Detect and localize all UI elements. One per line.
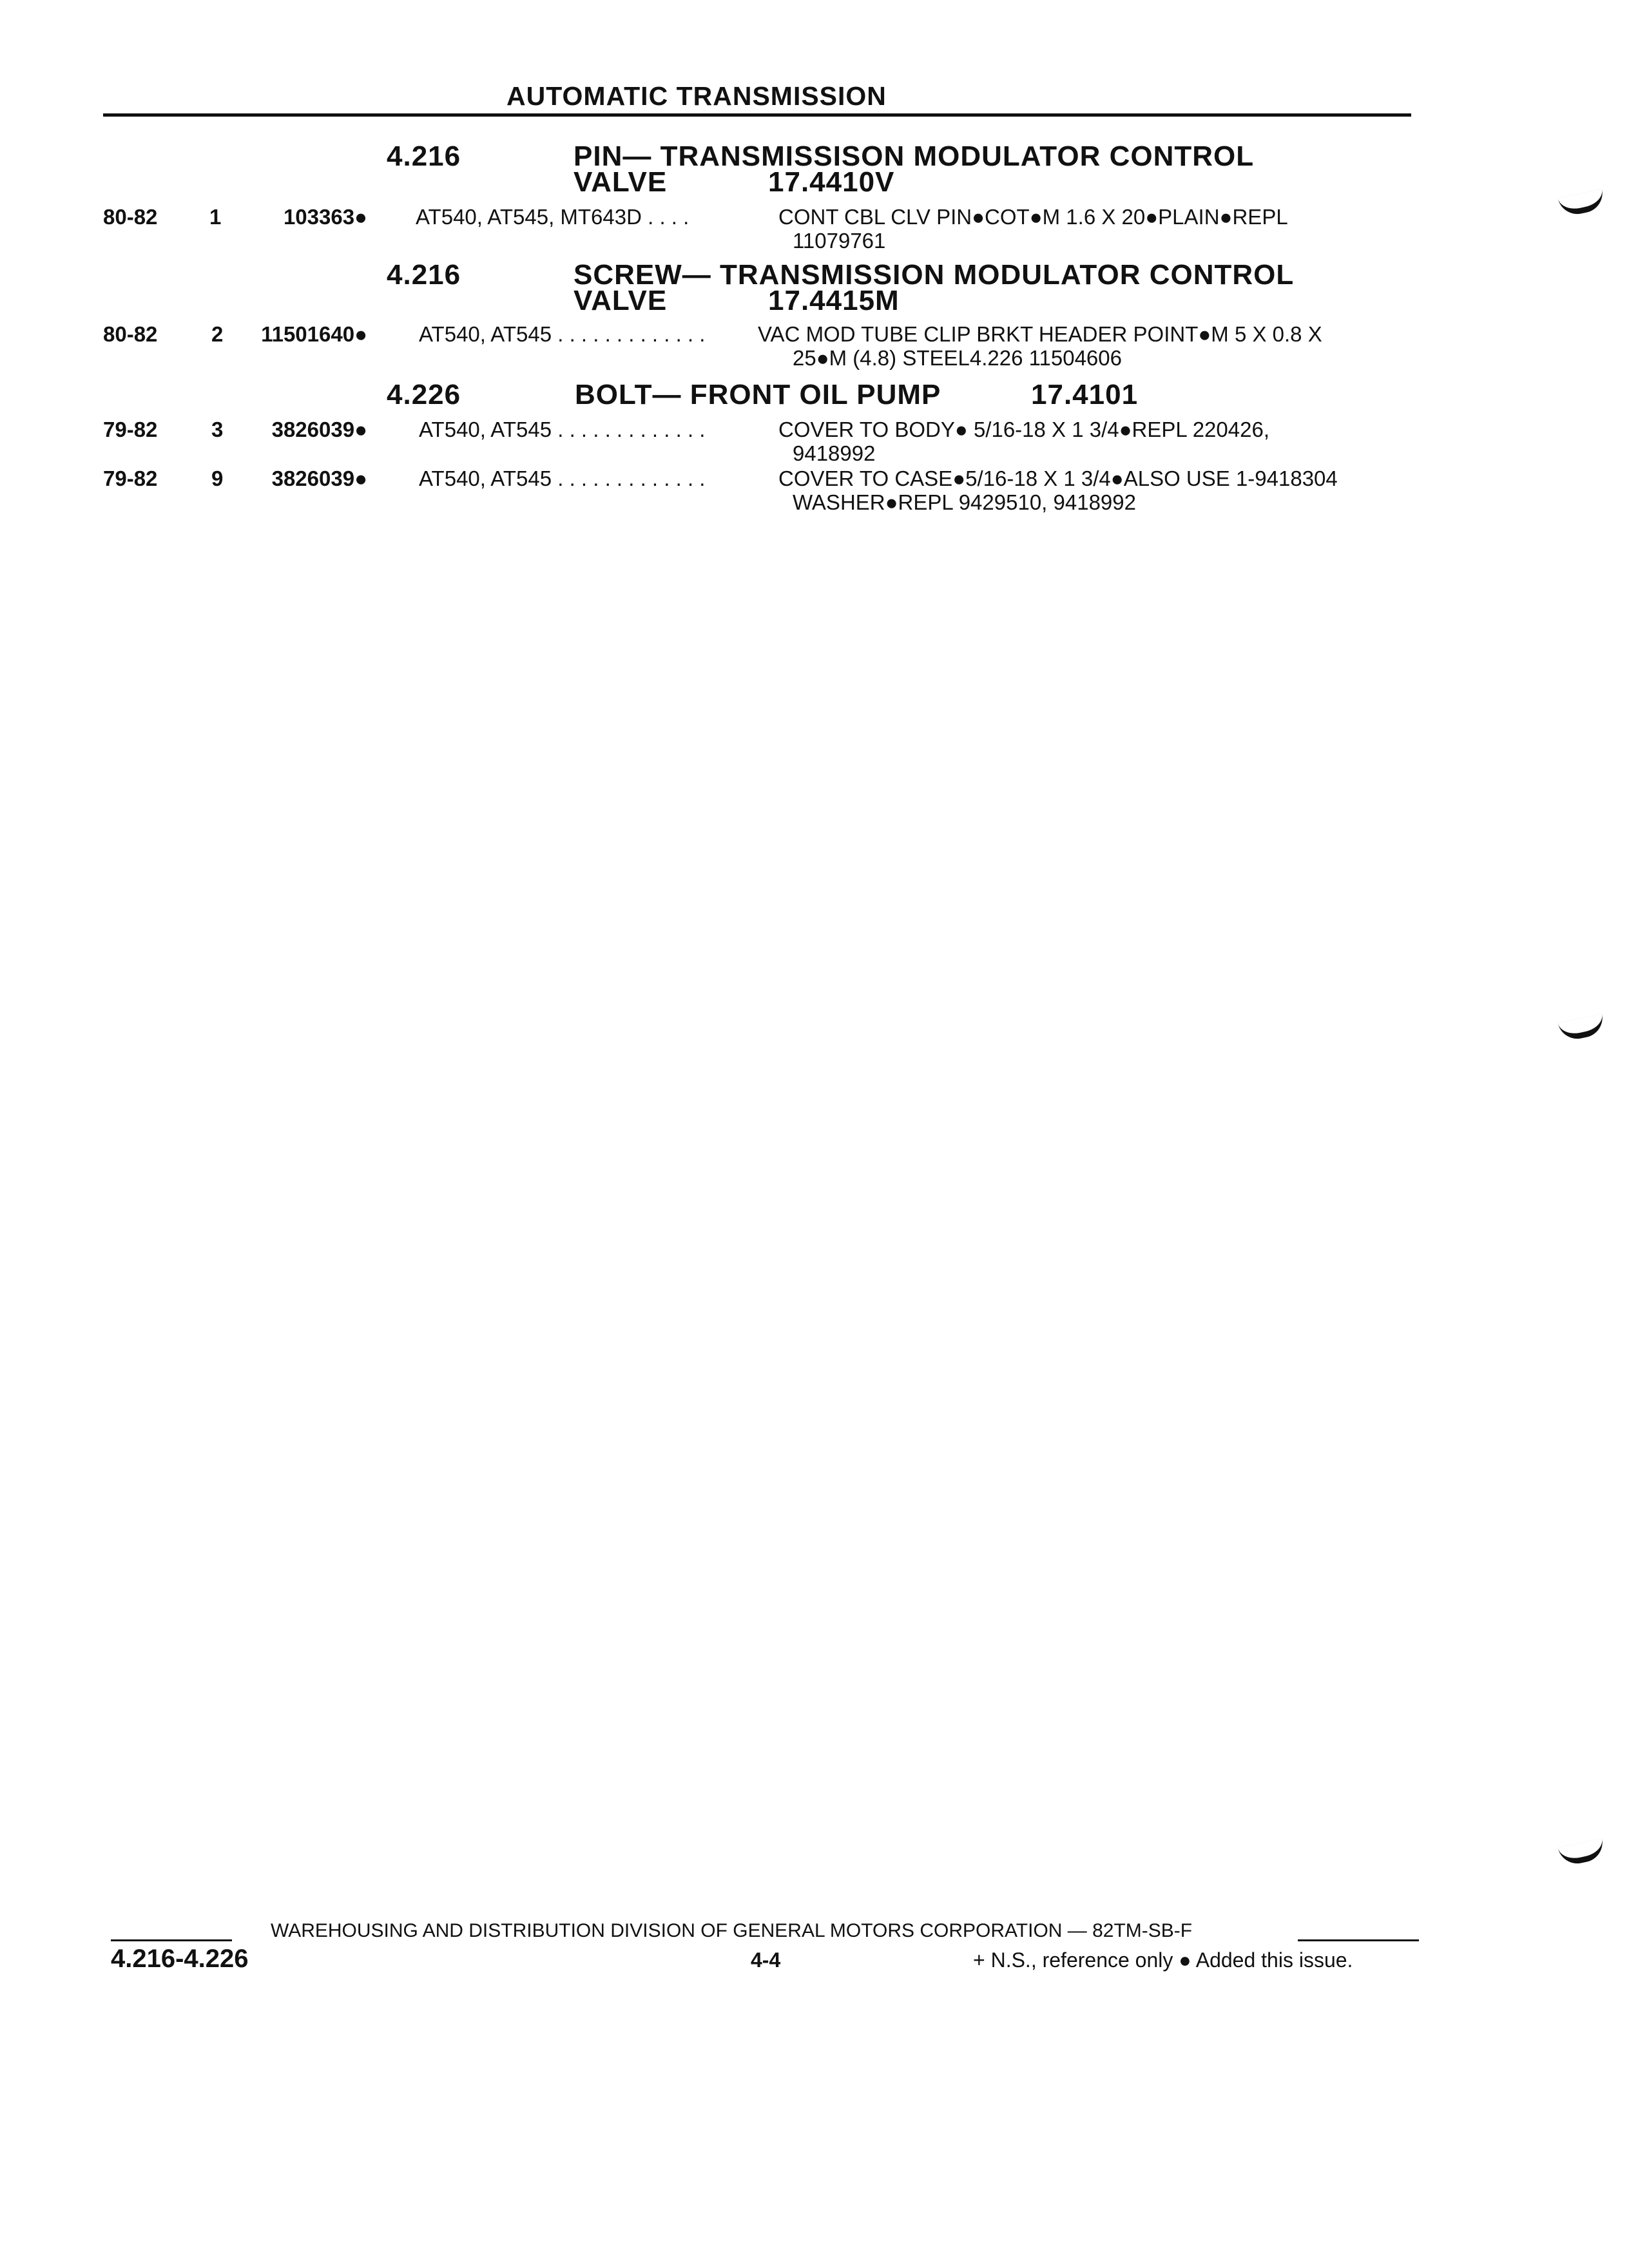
section-bolt-oil-pump [387, 381, 1353, 411]
model-years: 80-82 [103, 322, 158, 346]
part-number: 103363● [283, 205, 367, 229]
footer-page-number: 4-4 [751, 1948, 781, 1972]
description-line: VAC MOD TUBE CLIP BRKT HEADER POINT●M 5 X 0.8 X [758, 322, 1322, 346]
description-line: COVER TO BODY● 5/16-18 X 1 3/4●REPL 220426, [778, 418, 1269, 441]
description-line: CONT CBL CLV PIN●COT●M 1.6 X 20●PLAIN●REPL [778, 205, 1288, 229]
binder-mark [1558, 1014, 1606, 1043]
models: AT540, AT545, MT643D . . . . [416, 205, 689, 229]
parts-row [103, 466, 1411, 515]
description-line-cont: WASHER●REPL 9429510, 9418992 [793, 490, 1136, 514]
models: AT540, AT545 . . . . . . . . . . . . . [419, 466, 706, 490]
description-line-cont: 9418992 [793, 441, 876, 465]
part-description [778, 205, 1288, 253]
item-qty: 2 [211, 322, 224, 346]
item-qty: 1 [209, 205, 222, 229]
footer-rule-right [1298, 1939, 1419, 1941]
section-number: 4.216 [387, 259, 461, 291]
parts-row [103, 322, 1411, 374]
part-number: 3826039● [271, 418, 367, 441]
section-title-line2 [574, 166, 895, 198]
section-pin-modulator [387, 140, 1353, 201]
model-years: 79-82 [103, 418, 158, 441]
parts-row [103, 418, 1411, 466]
part-description [778, 466, 1338, 514]
model-years: 79-82 [103, 466, 158, 490]
part-number: 3826039● [271, 466, 367, 490]
parts-row [103, 205, 1411, 256]
item-qty: 9 [211, 466, 224, 490]
header-rule [103, 113, 1411, 117]
footer-section-range: 4.216-4.226 [111, 1945, 249, 1973]
section-title: SCREW— TRANSMISSION MODULATOR CONTROL [574, 259, 1295, 291]
section-title: PIN— TRANSMISSISON MODULATOR CONTROL [574, 140, 1255, 172]
footer-rule-left [111, 1939, 232, 1941]
section-title-line2 [574, 285, 900, 316]
section-number: 4.216 [387, 140, 461, 172]
section-title-cont: VALVE [574, 285, 668, 316]
description-line-cont: 11079761 [793, 229, 886, 253]
item-qty: 3 [211, 418, 224, 441]
section-title-cont: VALVE [574, 166, 668, 198]
description-line: COVER TO CASE●5/16-18 X 1 3/4●ALSO USE 1-9418304 [778, 466, 1338, 490]
part-description [758, 322, 1322, 370]
part-description [778, 418, 1269, 465]
section-code: 17.4101 [1031, 379, 1139, 410]
binder-mark [1558, 189, 1606, 218]
section-code: 17.4415M [768, 285, 900, 316]
section-code: 17.4410V [768, 166, 895, 198]
models: AT540, AT545 . . . . . . . . . . . . . [419, 322, 706, 346]
models: AT540, AT545 . . . . . . . . . . . . . [419, 418, 706, 441]
part-number: 11501640● [261, 322, 367, 346]
model-years: 80-82 [103, 205, 158, 229]
footer-legend: + N.S., reference only ● Added this issue. [973, 1948, 1353, 1972]
section-number: 4.226 [387, 379, 461, 410]
section-screw-modulator [387, 259, 1353, 320]
binder-mark [1558, 1838, 1606, 1867]
footer-publisher: WAREHOUSING AND DISTRIBUTION DIVISION OF GENERAL MOTORS CORPORATION — 82TM-SB-F [271, 1920, 1193, 1941]
page-header-title: AUTOMATIC TRANSMISSION [506, 81, 887, 111]
section-title: BOLT— FRONT OIL PUMP [575, 379, 941, 410]
description-line-cont: 25●M (4.8) STEEL4.226 11504606 [793, 346, 1122, 370]
